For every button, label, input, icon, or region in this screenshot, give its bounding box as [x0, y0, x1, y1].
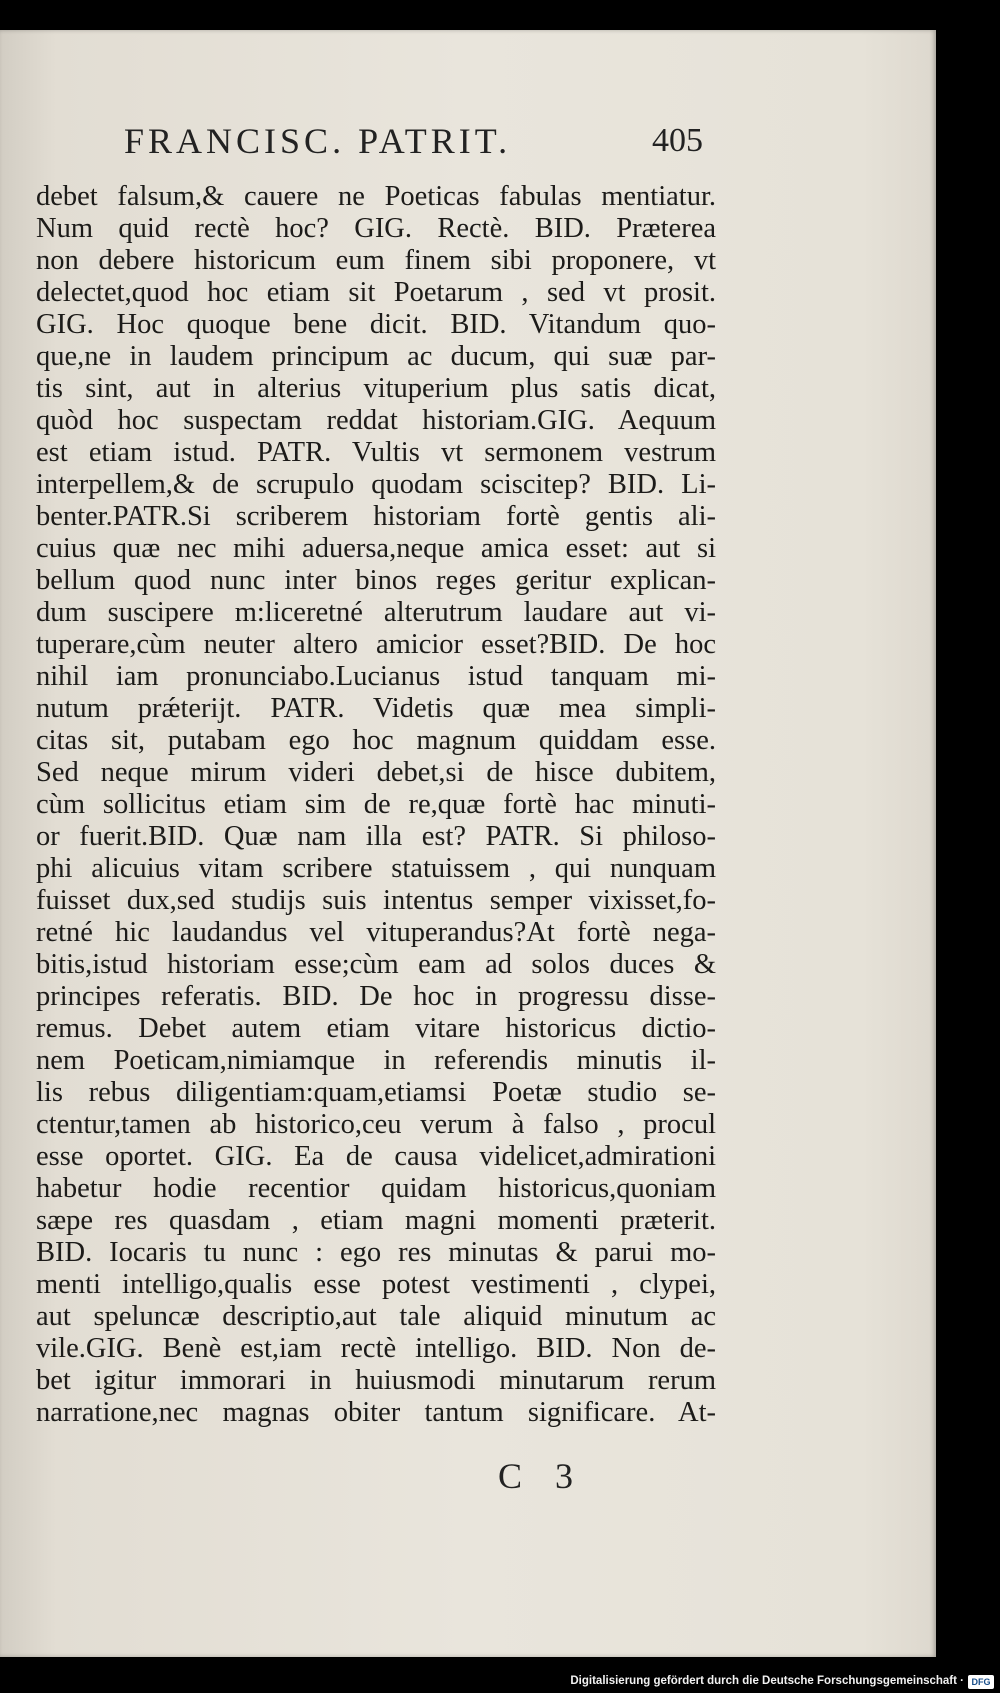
text-line: habetur hodie recentior quidam historicus,quoniam — [36, 1173, 716, 1204]
text-line: tis sint, aut in alterius vituperium plus satis dicat, — [36, 373, 716, 404]
text-line: Sed neque mirum videri debet,si de hisce dubitem, — [36, 757, 716, 788]
text-line: citas sit, putabam ego hoc magnum quiddam esse. — [36, 725, 716, 756]
text-line: fuisset dux,sed studijs suis intentus semper vixisset,fo- — [36, 885, 716, 916]
text-line: aut speluncæ descriptio,aut tale aliquid minutum ac — [36, 1301, 716, 1332]
text-line: interpellem,& de scrupulo quodam sciscitер? BID. Li- — [36, 469, 716, 500]
text-line: non debere historicum eum finem sibi proponere, vt — [36, 245, 716, 276]
dfg-logo: DFG — [968, 1675, 994, 1689]
text-line: principes referatis. BID. De hoc in progressu disse- — [36, 981, 716, 1012]
text-line: benter.PATR.Si scriberem historiam fortè gentis ali- — [36, 501, 716, 532]
text-line: remus. Debet autem etiam vitare historicus dictio- — [36, 1013, 716, 1044]
text-line: nem Poeticam,nimiamque in referendis minutis il- — [36, 1045, 716, 1076]
text-line: bitis,istud historiam esse;cùm eam ad solos duces & — [36, 949, 716, 980]
book-page — [0, 30, 936, 1657]
text-line: lis rebus diligentiam:quam,etiamsi Poetæ studio se- — [36, 1077, 716, 1108]
text-line: cuius quæ nec mihi aduersa,neque amica esset: aut si — [36, 533, 716, 564]
text-line: ctentur,tamen ab historico,ceu verum à falso , procul — [36, 1109, 716, 1140]
funding-credit: Digitalisierung gefördert durch die Deutsche Forschungsgemeinschaft · — [570, 1675, 964, 1687]
text-line: vile.GIG. Benè est,iam rectè intelligo. BID. Non de- — [36, 1333, 716, 1364]
text-line: or fuerit.BID. Quæ nam illa est? PATR. Si philoso- — [36, 821, 716, 852]
text-line: que,ne in laudem principum ac ducum, qui suæ par- — [36, 341, 716, 372]
text-line: sæpe res quasdam , etiam magni momenti præterit. — [36, 1205, 716, 1236]
text-line: debet falsum,& cauere ne Poeticas fabulas mentiatur. — [36, 181, 716, 212]
text-line: bet igitur immorari in huiusmodi minutarum rerum — [36, 1365, 716, 1396]
text-line: tuperare,cùm neuter altero amicior esset?BID. De hoc — [36, 629, 716, 660]
text-line: dum suscipere m:liceretné alterutrum laudare aut vi- — [36, 597, 716, 628]
text-line: phi alicuius vitam scribere statuissem , qui nunquam — [36, 853, 716, 884]
text-line: cùm sollicitus etiam sim de re,quæ fortè hac minuti- — [36, 789, 716, 820]
running-title: FRANCISC. PATRIT. — [124, 121, 512, 161]
text-line: retné hic laudandus vel vituperandus?At fortè nega- — [36, 917, 716, 948]
text-line: nutum prǽterijt. PATR. Videtis quæ mea simpli- — [36, 693, 716, 724]
text-line: quòd hoc suspectam reddat historiam.GIG. Aequum — [36, 405, 716, 436]
text-line: Num quid rectè hoc? GIG. Rectè. BID. Præterea — [36, 213, 716, 244]
footer-bar — [0, 1672, 1000, 1693]
body-text — [36, 181, 716, 1429]
text-line: delectet,quod hoc etiam sit Poetarum , sed vt prosit. — [36, 277, 716, 308]
signature-mark: C 3 — [498, 1456, 586, 1496]
running-header — [124, 120, 724, 170]
text-line: est etiam istud. PATR. Vultis vt sermonem vestrum — [36, 437, 716, 468]
text-line: GIG. Hoc quoque bene dicit. BID. Vitandum quo- — [36, 309, 716, 340]
text-line: BID. Iocaris tu nunc : ego res minutas & parui mo- — [36, 1237, 716, 1268]
text-line: esse oportet. GIG. Ea de causa videlicet,admirationi — [36, 1141, 716, 1172]
page-number: 405 — [652, 122, 703, 159]
text-line: narratione,nec magnas obiter tantum significare. At- — [36, 1397, 716, 1428]
text-line: bellum quod nunc inter binos reges geritur explican- — [36, 565, 716, 596]
text-line: menti intelligo,qualis esse potest vestimenti , clypei, — [36, 1269, 716, 1300]
text-line: nihil iam pronunciabo.Lucianus istud tanquam mi- — [36, 661, 716, 692]
